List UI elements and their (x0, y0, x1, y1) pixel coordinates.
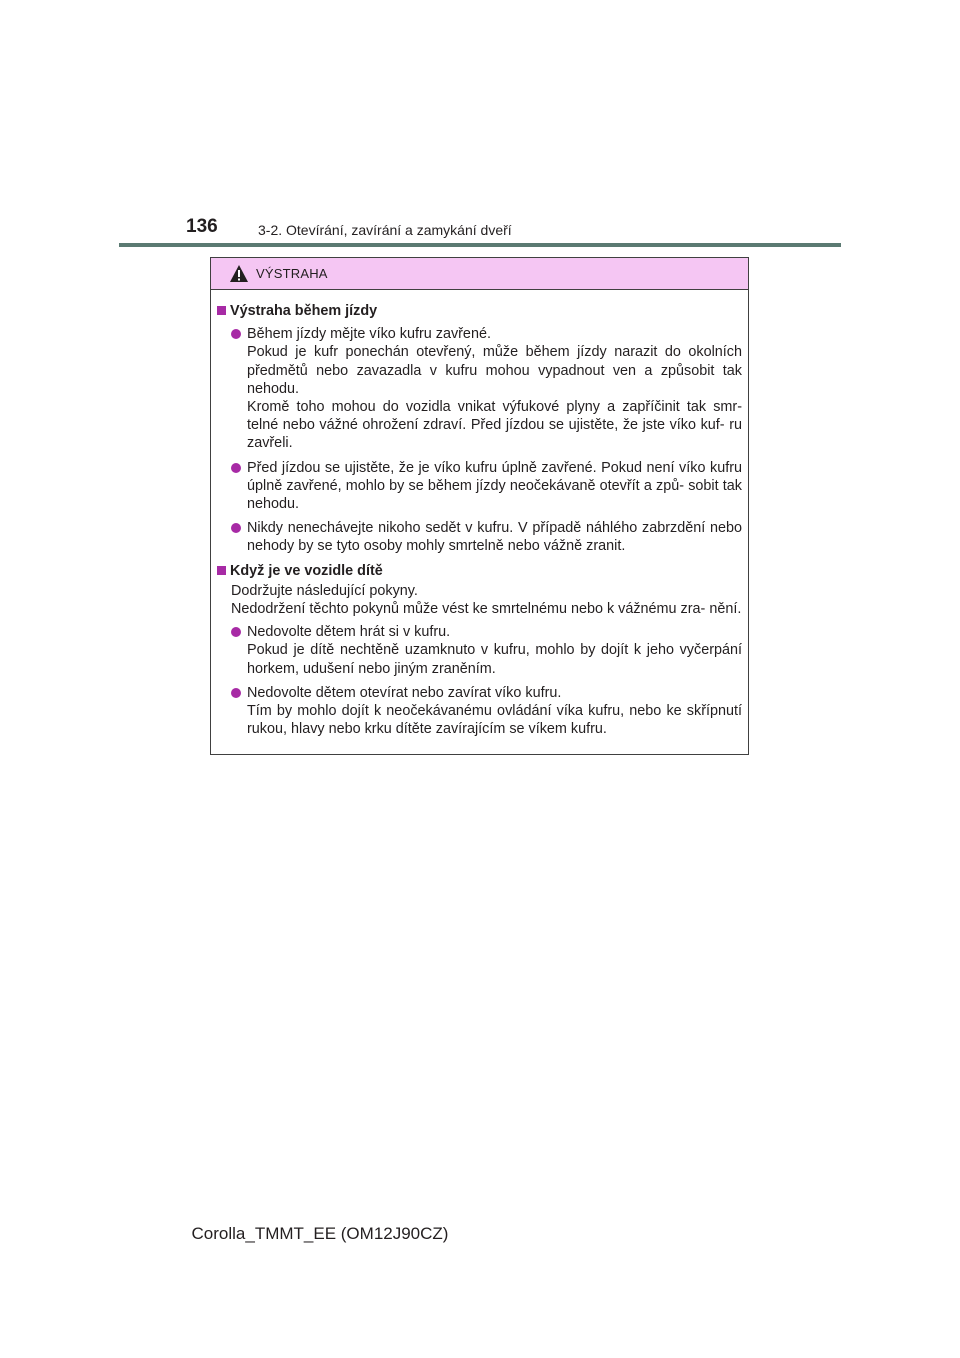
section-heading-text: Když je ve vozidle dítě (230, 562, 383, 579)
warning-box (210, 257, 749, 755)
circle-bullet-icon (231, 627, 241, 637)
warning-item-text (247, 519, 742, 555)
section-intro-text: Dodržujte následující pokyny. (231, 582, 418, 599)
warning-item-paragraph: Před jízdou se ujistěte, že je víko kufru úplně zavřené. Pokud není víko kufru úplně zavřené, mohlo by se během jízdy neočekávaně otevřít a způ- sobit tak nehodu. (247, 459, 742, 513)
square-bullet-icon (217, 306, 226, 315)
warning-section (217, 302, 742, 556)
page-number: 136 (186, 216, 218, 237)
warning-section (217, 562, 742, 739)
section-heading-text: Výstraha během jízdy (230, 303, 378, 319)
warning-item-paragraph: Tím by mohlo dojít k neočekávanému ovládání víka kufru, nebo ke skřípnutí rukou, hlavy nebo krku dítěte zavírajícím se víkem kufru. (247, 703, 742, 738)
warning-item (231, 325, 742, 452)
warning-triangle-icon (229, 264, 249, 283)
warning-item-text (247, 459, 742, 514)
warning-item-paragraph: Nedovolte dětem hrát si v kufru. (247, 624, 451, 641)
warning-title: VÝSTRAHA (256, 266, 328, 281)
circle-bullet-icon (231, 688, 241, 698)
footer-document-code: Corolla_TMMT_EE (OM12J90CZ) (191, 1224, 449, 1243)
warning-item (231, 684, 742, 739)
warning-item-paragraph: Kromě toho mohou do vozidla vnikat výfukové plyny a zapříčinit tak smr- telné nebo vážné ohrožení zdraví. Před jízdou se ujistěte, že jste víko kuf- ru zavřeli. (247, 399, 742, 452)
warning-header (211, 258, 748, 290)
warning-body (211, 290, 748, 738)
warning-item-paragraph: Během jízdy mějte víko kufru zavřené. (247, 326, 491, 343)
square-bullet-icon (217, 566, 226, 575)
warning-item-text (247, 684, 742, 739)
chapter-title: 3-2. Otevírání, zavírání a zamykání dveří (258, 222, 512, 238)
warning-item (231, 623, 742, 678)
warning-item (231, 519, 742, 555)
circle-bullet-icon (231, 329, 241, 339)
circle-bullet-icon (231, 523, 241, 533)
section-heading (217, 302, 742, 320)
warning-item (231, 459, 742, 514)
circle-bullet-icon (231, 463, 241, 473)
section-intro-text: Nedodržení těchto pokynů může vést ke smrtelnému nebo k vážnému zra- nění. (231, 601, 742, 618)
warning-item-paragraph: Nedovolte dětem otevírat nebo zavírat víko kufru. (247, 684, 562, 701)
warning-item-paragraph: Pokud je kufr ponechán otevřený, může během jízdy narazit do okolních předmětů nebo zavazadla v kufru mohou vypadnout ven a způsobit tak nehodu. (247, 344, 742, 397)
warning-item-text (247, 325, 742, 452)
warning-item-paragraph: Nikdy nenechávejte nikoho sedět v kufru. V případě náhlého zabrzdění nebo nehody by se tyto osoby mohly smrtelně nebo vážně zranit. (247, 520, 742, 555)
warning-item-paragraph: Pokud je dítě nechtěně uzamknuto v kufru, mohlo by dojít k jeho vyčerpání horkem, udušení nebo jiným zraněním. (247, 642, 742, 677)
section-heading (217, 562, 742, 580)
header-rule (119, 243, 841, 247)
warning-item-text (247, 623, 742, 678)
